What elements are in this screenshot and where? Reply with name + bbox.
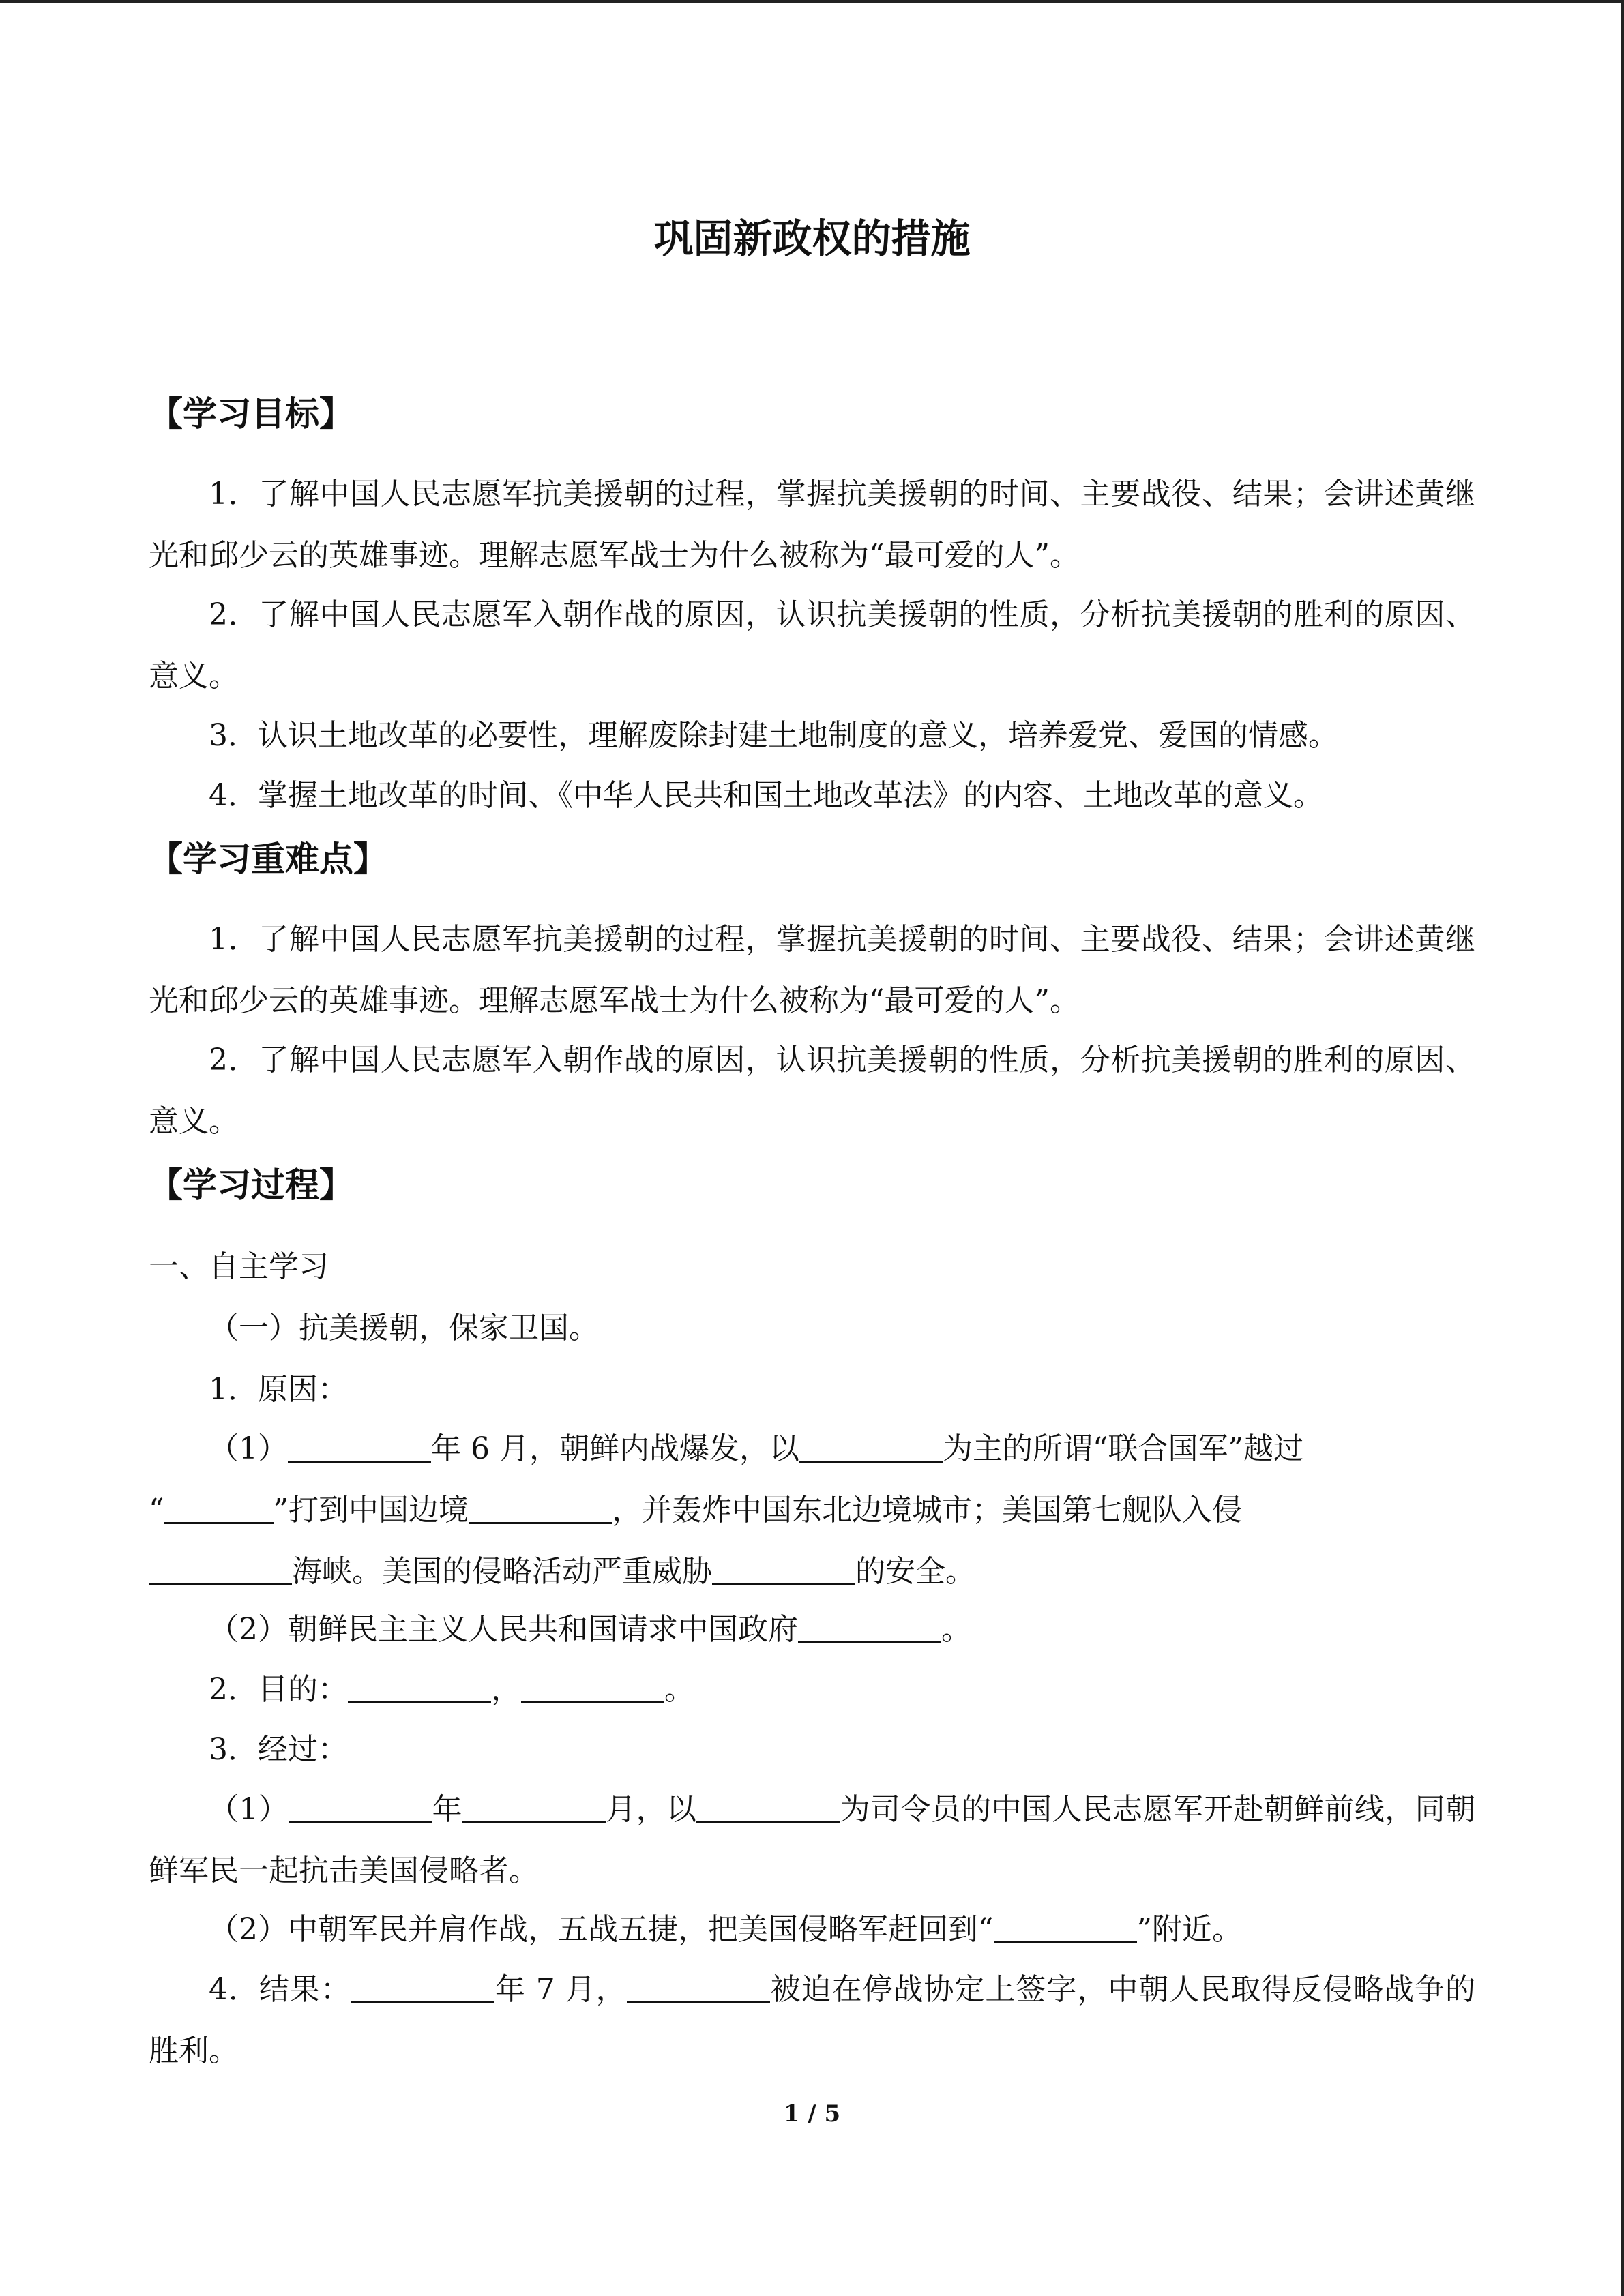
text-fragment: 年 6 月，朝鲜内战爆发，以: [431, 1431, 799, 1466]
text-fragment: “: [149, 1493, 164, 1527]
fill-blank[interactable]: [696, 1791, 840, 1823]
fill-blank[interactable]: [351, 1971, 494, 2003]
text-fragment: 的安全。: [855, 1554, 975, 1589]
fill-blank[interactable]: [462, 1791, 606, 1823]
text-fragment: 为主的所谓“联合国军”越过: [942, 1431, 1303, 1466]
course-label: 3．经过：: [209, 1732, 348, 1767]
text-fragment: 年 7 月，: [494, 1972, 627, 2007]
text-fragment: 。: [664, 1672, 694, 1707]
text-fragment: 4．结果：: [209, 1972, 351, 2007]
text-fragment: ，并轰炸中国东北边境城市；美国第七舰队入侵: [612, 1493, 1242, 1527]
text-fragment: （2）中朝军民并肩作战，五战五捷，把美国侵略军赶回到“: [209, 1912, 994, 1947]
fill-blank[interactable]: [521, 1671, 664, 1703]
text-fragment: ”打到中国边境: [273, 1493, 469, 1527]
fill-blank[interactable]: [627, 1971, 770, 2003]
key-point-item-2: 2．了解中国人民志愿军入朝作战的原因，认识抗美援朝的性质，分析抗美援朝的胜利的原因、意义。: [149, 1043, 1475, 1139]
heading-process: 【学习过程】: [149, 1165, 353, 1205]
cause-item-1: [149, 1418, 1475, 1602]
heading-key-points: 【学习重难点】: [149, 839, 387, 879]
fill-blank[interactable]: [994, 1911, 1137, 1943]
text-fragment: 年: [432, 1792, 462, 1827]
text-fragment: 为司令员的中国人民志愿军开赴朝鲜前线，同朝鲜军民一起抗击美国侵略者。: [149, 1792, 1476, 1888]
text-fragment: （1）: [209, 1792, 289, 1827]
text-fragment: （1）: [209, 1431, 288, 1466]
page-title: 巩固新政权的措施: [653, 215, 971, 262]
goal-item-1: 1．了解中国人民志愿军抗美援朝的过程，掌握抗美援朝的时间、主要战役、结果；会讲述黄继光和邱少云的英雄事迹。理解志愿军战士为什么被称为“最可爱的人”。: [149, 477, 1475, 573]
fill-blank[interactable]: [712, 1553, 855, 1585]
text-fragment: ”附近。: [1136, 1912, 1242, 1947]
sub-section-1: （一）抗美援朝，保家卫国。: [209, 1311, 599, 1345]
goal-item-4: 4．掌握土地改革的时间、《中华人民共和国土地改革法》的内容、土地改革的意义。: [209, 778, 1323, 813]
course-item-1: [149, 1779, 1475, 1902]
page-number: 1 / 5: [783, 2100, 841, 2128]
goal-item-3: 3．认识土地改革的必要性，理解废除封建土地制度的意义，培养爱党、爱国的情感。: [209, 718, 1338, 753]
key-point-item-1: 1．了解中国人民志愿军抗美援朝的过程，掌握抗美援朝的时间、主要战役、结果；会讲述黄继光和邱少云的英雄事迹。理解志愿军战士为什么被称为“最可爱的人”。: [149, 922, 1475, 1018]
text-fragment: （2）朝鲜民主主义人民共和国请求中国政府: [209, 1612, 798, 1647]
result-item: [149, 1959, 1475, 2082]
page-border-right: [1621, 0, 1624, 2296]
fill-blank[interactable]: [289, 1791, 432, 1823]
purpose-item: [149, 1659, 1475, 1720]
cause-label: 1．原因：: [209, 1372, 348, 1407]
page-border-top: [0, 0, 1624, 3]
fill-blank[interactable]: [164, 1492, 274, 1524]
course-item-2: [149, 1899, 1475, 1960]
fill-blank[interactable]: [798, 1611, 941, 1643]
text-fragment: 海峡。美国的侵略活动严重威胁: [292, 1554, 712, 1589]
heading-goals: 【学习目标】: [149, 394, 353, 434]
fill-blank[interactable]: [799, 1431, 943, 1463]
fill-blank[interactable]: [149, 1553, 292, 1585]
text-fragment: 。: [941, 1612, 971, 1647]
text-fragment: 被迫在停战协定上签字，中朝人民取得反侵略战争的胜利。: [149, 1972, 1475, 2068]
fill-blank[interactable]: [348, 1671, 491, 1703]
text-fragment: 2．目的：: [209, 1672, 348, 1707]
cause-item-2: [149, 1599, 1475, 1660]
part-self-study: 一、自主学习: [149, 1249, 329, 1284]
text-fragment: 月，以: [605, 1792, 697, 1827]
text-fragment: ，: [491, 1672, 521, 1707]
fill-blank[interactable]: [288, 1431, 431, 1463]
goal-item-2: 2．了解中国人民志愿军入朝作战的原因，认识抗美援朝的性质，分析抗美援朝的胜利的原因、意义。: [149, 597, 1475, 694]
fill-blank[interactable]: [469, 1492, 612, 1524]
